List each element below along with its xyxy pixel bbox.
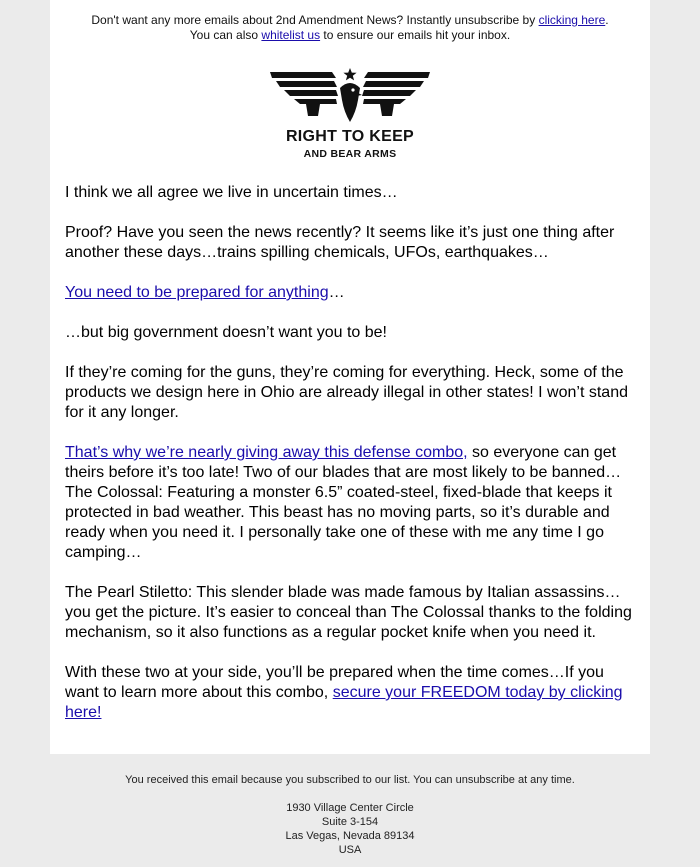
secure-freedom-link[interactable]: secure your FREEDOM today by clicking here!: [65, 684, 623, 721]
address-line: 1930 Village Center Circle: [286, 802, 414, 814]
defense-combo-link[interactable]: That’s why we’re nearly giving away this defense combo,: [65, 444, 468, 461]
unsubscribe-link[interactable]: clicking here: [538, 13, 606, 27]
prepared-link[interactable]: You need to be prepared for anything: [65, 284, 329, 301]
logo-text-line-1: RIGHT TO KEEP: [285, 128, 415, 145]
paragraph-4: …but big government doesn’t want you to be!: [65, 324, 387, 341]
preheader: [50, 13, 650, 43]
address-line: Suite 3-154: [321, 816, 379, 828]
paragraph-5: If they’re coming for the guns, they’re coming for everything. Heck, some of the products we design here in Ohio are already illegal in other states! I won’t stand for it any longer.: [65, 364, 628, 421]
paragraph-7: The Pearl Stiletto: This slender blade was made famous by Italian assassins… you get the picture. It’s easier to conceal than The Colossal thanks to the folding mechanism, so it also functions as a regular pocket knife when you need it.: [65, 584, 632, 641]
email-footer: [0, 773, 700, 857]
paragraph-8: With these two at your side, you’ll be prepared when the time comes…If you want to learn more about this combo, secure your FREEDOM today by clicking here!: [65, 664, 623, 721]
subscription-notice: You received this email because you subscribed to our list. You can unsubscribe at any time.: [125, 774, 575, 786]
paragraph-3: You need to be prepared for anything…: [65, 284, 345, 301]
paragraph-1: I think we all agree we live in uncertain times…: [65, 184, 398, 201]
postal-address: [0, 801, 700, 857]
paragraph-6: That’s why we’re nearly giving away this defense combo, so everyone can get theirs before it’s too late! Two of our blades that are most likely to be banned… The Colossal: Featuring a monster 6.5” coated-steel, fixed-blade that keeps it protected in bad weather. This beast has no moving parts, so it’s durable and ready when you need it. I personally take one of these with me any time I go camping…: [65, 444, 622, 561]
logo-text-line-2: AND BEAR ARMS: [303, 148, 397, 160]
whitelist-link[interactable]: whitelist us: [261, 28, 321, 42]
email-body: [65, 183, 640, 743]
paragraph-2: Proof? Have you seen the news recently? It seems like it’s just one thing after another these days…trains spilling chemicals, UFOs, earthquakes…: [65, 224, 615, 261]
preheader-line-1: Don't want any more emails about 2nd Amendment News? Instantly unsubscribe by clicking here.: [91, 13, 609, 27]
eagle-guns-icon: [270, 68, 430, 128]
preheader-line-2: You can also whitelist us to ensure our emails hit your inbox.: [189, 28, 511, 42]
email-card: [50, 0, 650, 754]
address-line: Las Vegas, Nevada 89134: [285, 830, 415, 842]
brand-logo[interactable]: [270, 68, 430, 163]
address-line: USA: [338, 844, 362, 856]
